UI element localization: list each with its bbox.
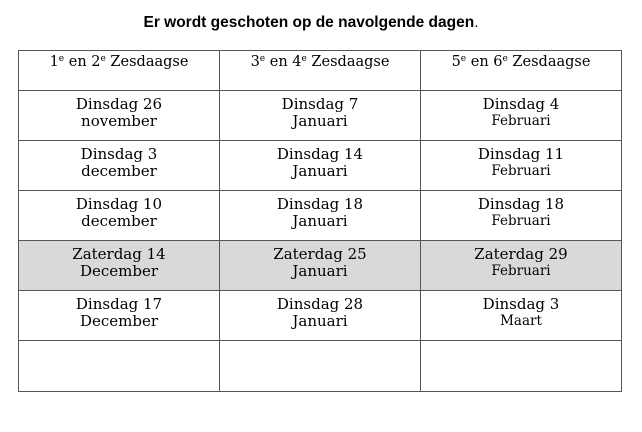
month-label: Februari <box>491 163 551 179</box>
month-label: December <box>79 312 159 330</box>
month-label: Januari <box>292 162 348 180</box>
date-cell <box>220 191 421 241</box>
date-cell <box>220 91 421 141</box>
date-cell <box>19 241 220 291</box>
title-period: . <box>474 14 479 31</box>
date-cell <box>421 91 622 141</box>
empty-cell <box>19 341 220 392</box>
day-label: Dinsdag 3 <box>482 295 560 313</box>
date-cell <box>19 91 220 141</box>
table-row-saturday <box>19 241 622 291</box>
table-row <box>19 191 622 241</box>
title-text: Er wordt geschoten op de navolgende dagen <box>143 14 475 31</box>
header-cell-1: 1e en 2e Zesdaagse <box>19 51 220 91</box>
day-label: Dinsdag 18 <box>477 195 565 213</box>
day-label: Dinsdag 14 <box>276 145 364 163</box>
date-cell <box>19 141 220 191</box>
date-cell <box>220 241 421 291</box>
date-cell <box>220 141 421 191</box>
month-label: Januari <box>292 312 348 330</box>
day-label: Dinsdag 26 <box>75 95 163 113</box>
month-label: november <box>81 112 157 130</box>
month-label: Februari <box>491 263 551 279</box>
day-label: Dinsdag 10 <box>75 195 163 213</box>
date-cell <box>220 291 421 341</box>
table-row <box>19 291 622 341</box>
empty-cell <box>220 341 421 392</box>
day-label: Dinsdag 3 <box>80 145 158 163</box>
month-label: Februari <box>491 213 551 229</box>
page-title <box>0 14 622 32</box>
schedule-table <box>18 50 622 392</box>
month-label: Januari <box>292 212 348 230</box>
month-label: Januari <box>292 262 348 280</box>
day-label: Zaterdag 25 <box>273 245 367 263</box>
day-label: Zaterdag 29 <box>474 245 568 263</box>
header-cell-2: 3e en 4e Zesdaagse <box>220 51 421 91</box>
day-label: Dinsdag 18 <box>276 195 364 213</box>
header-row <box>19 51 622 91</box>
date-cell <box>19 291 220 341</box>
date-cell <box>19 191 220 241</box>
day-label: Zaterdag 14 <box>72 245 166 263</box>
date-cell <box>421 141 622 191</box>
day-label: Dinsdag 4 <box>482 95 560 113</box>
month-label: Januari <box>292 112 348 130</box>
month-label: december <box>81 212 157 230</box>
date-cell <box>421 191 622 241</box>
table-row <box>19 141 622 191</box>
header-cell-3: 5e en 6e Zesdaagse <box>421 51 622 91</box>
day-label: Dinsdag 11 <box>477 145 565 163</box>
month-label: Maart <box>500 313 542 329</box>
day-label: Dinsdag 17 <box>75 295 163 313</box>
day-label: Dinsdag 28 <box>276 295 364 313</box>
table-row <box>19 91 622 141</box>
date-cell <box>421 291 622 341</box>
month-label: December <box>79 262 159 280</box>
month-label: december <box>81 162 157 180</box>
date-cell <box>421 241 622 291</box>
day-label: Dinsdag 7 <box>281 95 359 113</box>
empty-cell <box>421 341 622 392</box>
table-row-empty <box>19 341 622 392</box>
month-label: Februari <box>491 113 551 129</box>
